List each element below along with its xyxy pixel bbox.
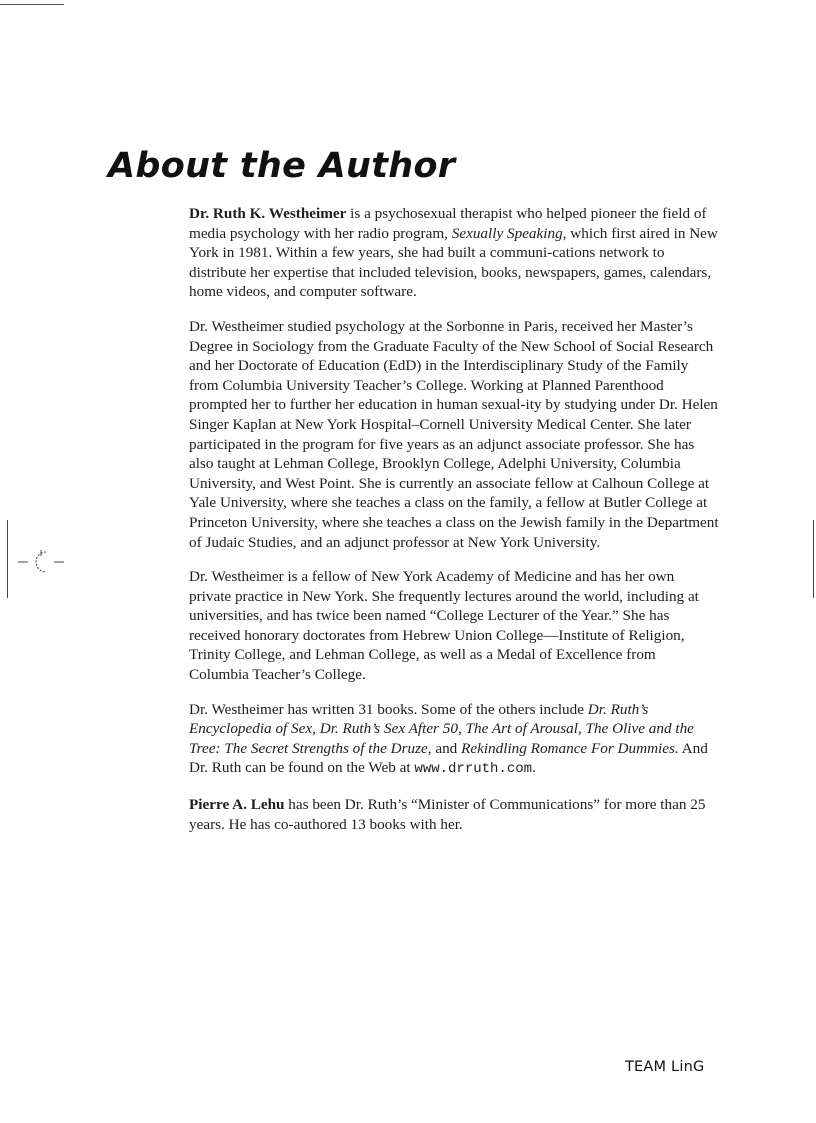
bio-paragraph-lehu: Pierre A. Lehu has been Dr. Ruth’s “Minister of Communications” for more than 25 years. He has co-authored 13 books with her. [189, 796, 706, 833]
bio-content [189, 204, 719, 849]
book-titles: Dr. Ruth’s Encyclopedia of Sex, Dr. Ruth’s Sex After 50, The Art of Arousal, The Olive and the Tree: The Secret Strengths of the Druze, [189, 700, 694, 757]
page-title: About the Author [108, 146, 456, 186]
crop-mark-left [7, 520, 8, 598]
crop-mark-right [813, 520, 814, 598]
author-name-lehu: Pierre A. Lehu [189, 796, 285, 814]
bio-paragraph-books: Dr. Westheimer has written 31 books. Some of the others include Dr. Ruth’s Encyclopedia of Sex, Dr. Ruth’s Sex After 50, The Art of Arousal, The Olive and the Tree: The Secret Strengths of the Druze, and Rekindling Romance For Dummies. And Dr. Ruth can be found on the Web at www.drruth.com. [189, 700, 708, 778]
website-url: www.drruth.com [414, 761, 533, 778]
author-name-westheimer: Dr. Ruth K. Westheimer [189, 205, 347, 222]
bio-paragraph-education: Dr. Westheimer studied psychology at the Sorbonne in Paris, received her Master’s Degree in Sociology from the Graduate Faculty of the New School of Social Research and her Doctorate of Education (EdD) in the Interdisciplinary Study of the Family from Columbia University Teacher’s College. Working at Planned Parenthood prompted her to further her education in human sexual-ity by studying under Dr. Helen Singer Kaplan at New York Hospital–Cornell University Medical Center. She later participated in the program for five years as an adjunct associate professor. She has also taught at Lehman College, Brooklyn College, Adelphi University, Columbia University, and West Point. She is currently an associate fellow at Calhoun College at Yale University, where she teaches a class on the family, a fellow at Butler College at Princeton University, where she teaches a class on the Jewish family in the Department of Judaic Studies, and an adjunct professor at New York University. [189, 317, 719, 551]
footer-tag: TEAM LinG [625, 1059, 705, 1075]
bio-paragraph-honors: Dr. Westheimer is a fellow of New York Academy of Medicine and has her own private practice in New York. She frequently lectures around the world, including at universities, and has twice been named “College Lecturer of the Year.” She has received honorary doctorates from Hebrew Union College—Institute of Religion, Trinity College, and Lehman College, as well as a Medal of Excellence from Columbia Teacher’s College. [189, 568, 699, 684]
registration-mark-icon [18, 548, 66, 578]
crop-mark-top [0, 4, 64, 5]
book-title-rekindling: Rekindling Romance For Dummies. [461, 739, 679, 757]
bio-paragraph-westheimer-intro: Dr. Ruth K. Westheimer is a psychosexual therapist who helped pioneer the field of media psychology with her radio program, Sexually Speaking, which first aired in New York in 1981. Within a few years, she had built a communi-cations network to distribute her expertise that included television, books, newspapers, games, calendars, home videos, and computer software. [189, 205, 718, 301]
radio-program-title: Sexually Speaking, [451, 224, 567, 242]
